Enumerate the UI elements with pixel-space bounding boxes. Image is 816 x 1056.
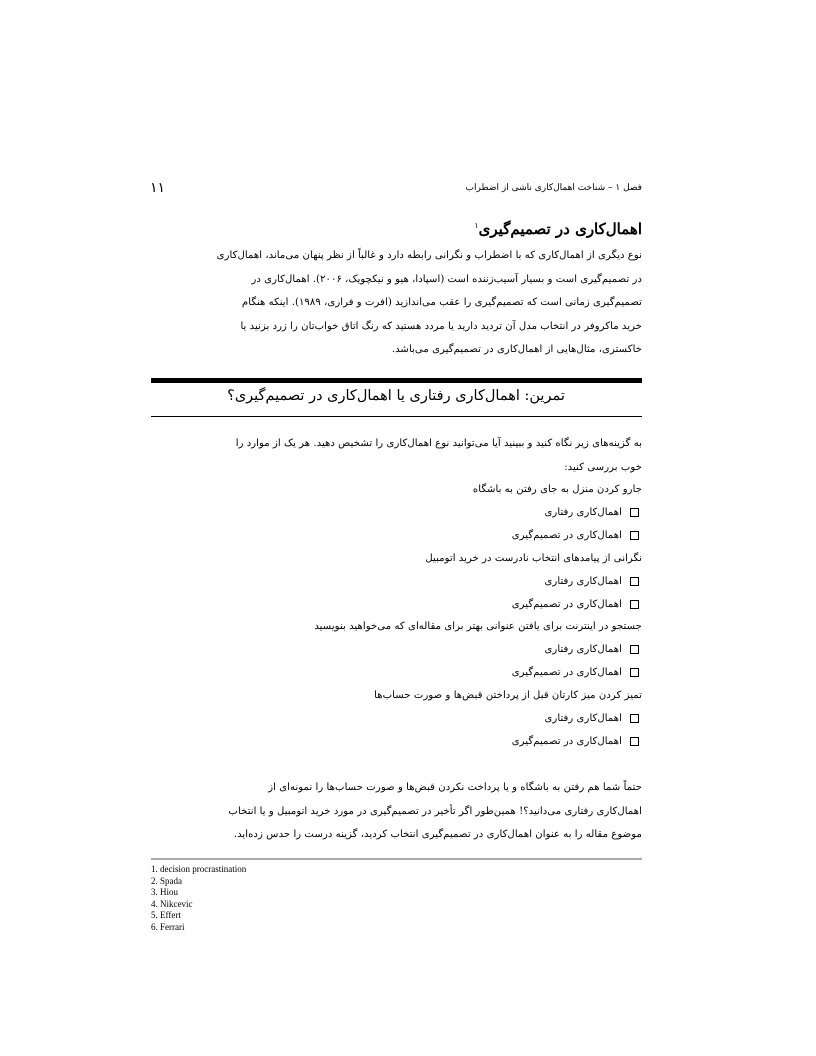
checkbox-icon[interactable] xyxy=(630,577,639,586)
option-1-behavioral[interactable] xyxy=(544,507,639,518)
checkbox-icon[interactable] xyxy=(630,737,639,746)
checkbox-icon[interactable] xyxy=(630,645,639,654)
footnote-item: 2. Spada xyxy=(151,875,182,886)
exercise-intro xyxy=(150,432,642,479)
section-paragraph xyxy=(150,244,642,362)
option-label: اهمال‌کاری رفتاری xyxy=(544,507,622,518)
paragraph-line: تصمیم‌گیری زمانی است که تصمیم‌گیری را عقب می‌اندازید (افرت و فراری، ۱۹۸۹). اینکه هنگام xyxy=(241,297,642,309)
running-title: فصل ۱ – شناخت اهمال‌کاری ناشی از اضطراب xyxy=(465,183,642,193)
footnote-item: 3. Hiou xyxy=(151,887,178,898)
section-title-text: اهمال‌کاری در تصمیم‌گیری xyxy=(478,220,642,238)
option-label: اهمال‌کاری رفتاری xyxy=(544,644,622,655)
question-1: جارو کردن منزل به جای رفتن به باشگاه xyxy=(472,484,642,495)
running-header xyxy=(150,180,642,200)
option-label: اهمال‌کاری در تصمیم‌گیری xyxy=(511,599,622,610)
footnotes xyxy=(151,864,246,934)
question-2: نگرانی از پیامدهای انتخاب نادرست در خرید اتومبیل xyxy=(425,553,642,564)
answer-line: اهمال‌کاری رفتاری می‌دانید؟! همین‌طور اگر تأخیر در تصمیم‌گیری در مورد خرید اتومبیل و یا انتخاب xyxy=(228,805,642,817)
footnote-item: 1. decision procrastination xyxy=(151,864,247,874)
intro-line: به گزینه‌های زیر نگاه کنید و ببینید آیا می‌توانید نوع اهمال‌کاری را تشخیص دهید. هر یک از موارد را xyxy=(235,438,642,449)
footnote-item: 6. Ferrari xyxy=(151,921,185,932)
option-3-behavioral[interactable] xyxy=(544,644,639,655)
exercise-answer xyxy=(150,776,642,847)
checkbox-icon[interactable] xyxy=(630,600,639,609)
option-2-decisional[interactable] xyxy=(512,599,639,610)
footnote-item: 5. Effert xyxy=(151,910,181,921)
option-label: اهمال‌کاری رفتاری xyxy=(544,576,622,587)
option-3-decisional[interactable] xyxy=(512,667,639,678)
option-label: اهمال‌کاری در تصمیم‌گیری xyxy=(511,530,622,541)
exercise-title: تمرین: اهمال‌کاری رفتاری یا اهمال‌کاری در تصمیم‌گیری؟ xyxy=(227,388,565,404)
exercise-top-rule xyxy=(151,378,642,383)
footnote-item: 4. Nikcevic xyxy=(151,898,193,909)
option-1-decisional[interactable] xyxy=(512,530,639,541)
checkbox-icon[interactable] xyxy=(630,508,639,517)
checkbox-icon[interactable] xyxy=(630,531,639,540)
checkbox-icon[interactable] xyxy=(630,714,639,723)
option-label: اهمال‌کاری در تصمیم‌گیری xyxy=(511,736,622,747)
footnote-rule xyxy=(151,858,642,860)
option-label: اهمال‌کاری رفتاری xyxy=(544,713,622,724)
paragraph-line: خرید ماکروفر در انتخاب مدل آن تردید دارید یا مردد هستید که رنگ اتاق خواب‌تان را زرد بزنید یا xyxy=(240,320,642,332)
paragraph-line: نوع دیگری از اهمال‌کاری که با اضطراب و نگرانی رابطه دارد و غالباً از نظر پنهان می‌ماند، اهمال‌کاری xyxy=(216,250,642,261)
question-4: تمیز کردن میز کارتان قبل از پرداختن قبض‌ها و صورت حساب‌ها xyxy=(374,690,642,701)
paragraph-line: در تصمیم‌گیری است و بسیار آسیب‌زننده است (اسپادا، هیو و نیکچویک، ۲۰۰۶). اهمال‌کاری در xyxy=(251,273,642,285)
page-number: ۱۱ xyxy=(150,180,166,196)
answer-line: حتماً شما هم رفتن به باشگاه و یا پرداخت نکردن قبض‌ها و صورت حساب‌ها را نمونه‌ای از xyxy=(268,782,642,793)
option-4-decisional[interactable] xyxy=(512,736,639,747)
checkbox-icon[interactable] xyxy=(630,668,639,677)
paragraph-line: خاکستری، مثال‌هایی از اهمال‌کاری در تصمیم‌گیری می‌باشد. xyxy=(391,344,642,356)
option-4-behavioral[interactable] xyxy=(544,713,639,724)
footnote-marker: ۱ xyxy=(474,221,479,230)
option-label: اهمال‌کاری در تصمیم‌گیری xyxy=(511,667,622,678)
exercise-title-rule xyxy=(151,416,642,417)
question-3: جستجو در اینترنت برای یافتن عنوانی بهتر برای مقاله‌ای که می‌خواهید بنویسید xyxy=(314,621,642,632)
intro-line: خوب بررسی کنید: xyxy=(564,461,642,473)
section-title xyxy=(342,220,642,238)
option-2-behavioral[interactable] xyxy=(544,576,639,587)
answer-line: موضوع مقاله را به عنوان اهمال‌کاری در تصمیم‌گیری انتخاب کردید، گزینه درست را حدس زده‌اید. xyxy=(233,829,642,841)
